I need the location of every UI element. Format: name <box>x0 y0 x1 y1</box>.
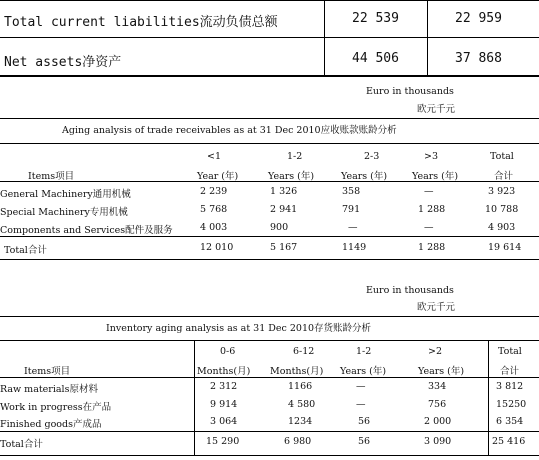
row-label: Finished goods产成品 <box>0 419 102 430</box>
header-cell: Years (年) <box>340 366 387 377</box>
cell: 12 010 <box>200 242 234 253</box>
row-label: Work in progress在产品 <box>0 402 112 413</box>
unit-label-cn: 欧元千元 <box>417 104 456 115</box>
row-label: Total合计 <box>4 245 47 256</box>
cell: 9 914 <box>210 399 238 410</box>
rule <box>0 431 539 432</box>
cell: 25 416 <box>492 436 526 447</box>
summary-value: 37 868 <box>455 51 502 66</box>
rule <box>0 75 539 77</box>
rule <box>0 340 539 341</box>
cell: 4 580 <box>288 399 316 410</box>
cell: 5 768 <box>200 204 228 215</box>
header-cell: 2-3 <box>364 151 380 162</box>
header-cell: >3 <box>424 151 439 162</box>
cell: — <box>424 186 434 197</box>
header-items: Items项目 <box>24 366 71 377</box>
cell: 56 <box>358 436 371 447</box>
rule <box>0 118 539 119</box>
summary-value: 22 959 <box>455 11 502 26</box>
table-title: Aging analysis of trade receivables as at 31 Dec 2010应收账款账龄分析 <box>62 125 397 136</box>
header-cell: 6-12 <box>293 346 315 357</box>
cell: 3 812 <box>496 381 524 392</box>
rule <box>0 377 539 378</box>
cell: — <box>348 222 358 233</box>
cell: — <box>356 381 366 392</box>
summary-value: 22 539 <box>352 11 399 26</box>
column-divider <box>488 340 489 456</box>
cell: 2 000 <box>424 416 452 427</box>
column-divider <box>324 0 325 76</box>
rule <box>0 259 539 260</box>
header-cell: Years (年) <box>418 366 465 377</box>
summary-row-label: Total current liabilities流动负债总额 <box>4 15 278 30</box>
column-divider <box>194 340 195 456</box>
cell: 19 614 <box>488 242 522 253</box>
header-cell: 1-2 <box>287 151 303 162</box>
cell: 1 326 <box>270 186 298 197</box>
header-items: Items项目 <box>28 171 75 182</box>
header-cell: 0-6 <box>220 346 236 357</box>
row-label: General Machinery通用机械 <box>0 189 131 200</box>
header-cell: >2 <box>428 346 443 357</box>
header-cell: Years (年) <box>341 171 388 182</box>
cell: 791 <box>342 204 361 215</box>
cell: 1 288 <box>418 204 446 215</box>
cell: 5 167 <box>270 242 298 253</box>
header-cell: Years (年) <box>268 171 315 182</box>
summary-row-label: Net assets净资产 <box>4 55 122 70</box>
cell: — <box>356 399 366 410</box>
cell: 3 090 <box>424 436 452 447</box>
header-cell: 合计 <box>500 366 520 377</box>
rule <box>0 455 539 456</box>
header-cell: Months(月) <box>197 366 251 377</box>
cell: 3 923 <box>488 186 516 197</box>
cell: 4 003 <box>200 222 228 233</box>
unit-label-cn: 欧元千元 <box>417 302 456 313</box>
rule <box>0 236 539 237</box>
cell: 2 312 <box>210 381 238 392</box>
column-divider <box>427 0 428 76</box>
rule <box>0 37 539 38</box>
cell: 3 064 <box>210 416 238 427</box>
header-cell: 1-2 <box>356 346 372 357</box>
rule <box>0 181 539 182</box>
unit-label: Euro in thousands <box>366 285 454 296</box>
header-cell: 合计 <box>494 171 514 182</box>
row-label: Raw materials原材料 <box>0 384 98 395</box>
header-cell: Years (年) <box>412 171 459 182</box>
cell: 15250 <box>496 399 527 410</box>
cell: 15 290 <box>206 436 240 447</box>
cell: 2 239 <box>200 186 228 197</box>
cell: — <box>424 222 434 233</box>
rule <box>0 316 539 317</box>
cell: 10 788 <box>485 204 519 215</box>
header-cell: Months(月) <box>270 366 324 377</box>
unit-label: Euro in thousands <box>366 86 454 97</box>
cell: 2 941 <box>270 204 298 215</box>
cell: 1166 <box>288 381 313 392</box>
row-label: Components and Services配件及服务 <box>0 225 173 236</box>
cell: 56 <box>358 416 371 427</box>
cell: 358 <box>342 186 361 197</box>
header-cell: Total <box>498 346 522 357</box>
header-cell: Total <box>490 151 514 162</box>
row-label: Special Machinery专用机械 <box>0 207 128 218</box>
header-cell: <1 <box>207 151 222 162</box>
rule <box>0 0 539 1</box>
cell: 6 354 <box>496 416 524 427</box>
header-cell: Year (年) <box>197 171 239 182</box>
rule <box>0 143 539 144</box>
cell: 4 903 <box>488 222 516 233</box>
cell: 1234 <box>288 416 313 427</box>
cell: 1149 <box>342 242 367 253</box>
cell: 900 <box>270 222 289 233</box>
cell: 334 <box>428 381 447 392</box>
summary-value: 44 506 <box>352 51 399 66</box>
cell: 1 288 <box>418 242 446 253</box>
cell: 756 <box>428 399 447 410</box>
row-label: Total合计 <box>0 439 43 450</box>
table-title: Inventory aging analysis as at 31 Dec 2010存货账龄分析 <box>106 323 372 334</box>
cell: 6 980 <box>284 436 312 447</box>
